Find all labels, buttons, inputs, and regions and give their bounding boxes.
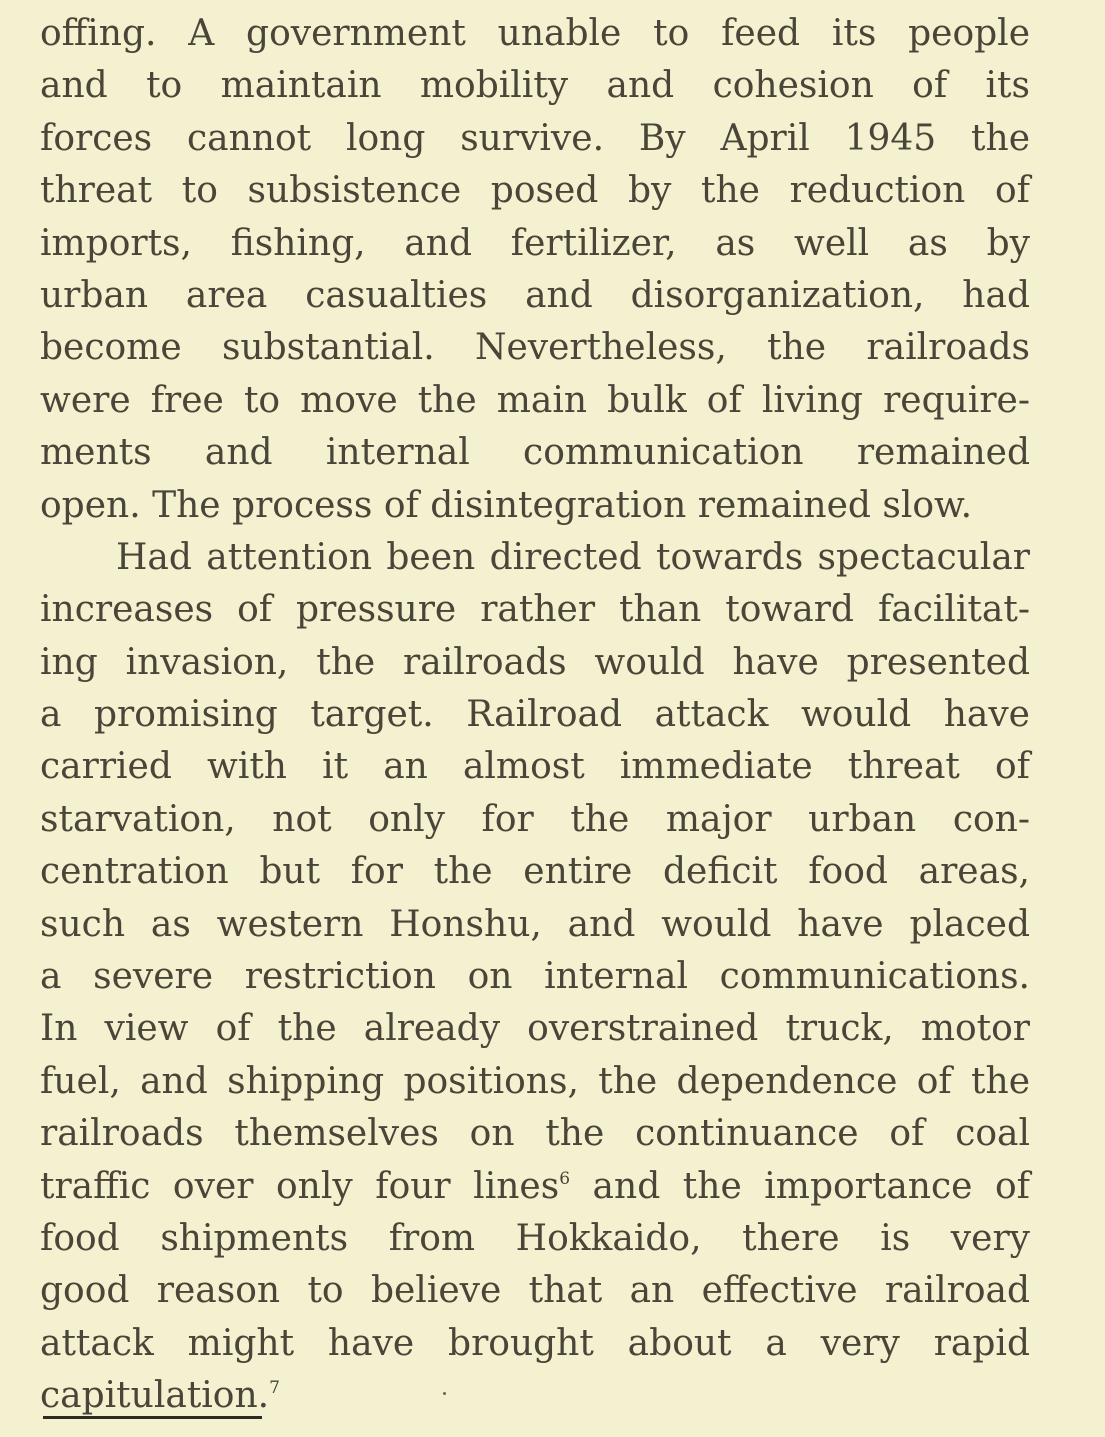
text-line: a promising target. Railroad attack would have: [40, 694, 1030, 736]
text-line-with-footnote: [40, 1370, 1030, 1422]
text-line: were free to move the main bulk of living require-: [40, 379, 1030, 421]
text-segment: and the importance of: [570, 1165, 1030, 1207]
text-line: ing invasion, the railroads would have presented: [40, 641, 1030, 683]
footnote-separator-rule: [43, 1416, 262, 1419]
text-line: attack might have brought about a very rapid: [40, 1322, 1030, 1364]
text-line: become substantial. Nevertheless, the railroads: [40, 327, 1030, 369]
text-segment: traffic over only four lines: [40, 1165, 560, 1207]
paragraph-1: [40, 8, 1030, 532]
text-line: Had attention been directed towards spectacular: [116, 536, 1030, 578]
text-line-with-footnote: [40, 1161, 1030, 1213]
text-line: imports, fishing, and fertilizer, as well as by: [40, 222, 1030, 264]
text-line: carried with it an almost immediate threat of: [40, 746, 1030, 788]
text-line: food shipments from Hokkaido, there is very: [40, 1217, 1030, 1259]
text-segment: capitulation.: [40, 1375, 270, 1417]
text-line: open. The process of disintegration remained slow.: [40, 484, 973, 526]
text-line: and to maintain mobility and cohesion of its: [40, 65, 1030, 107]
body-text: [40, 8, 1030, 1423]
paragraph-2: [40, 532, 1030, 1423]
text-line: centration but for the entire deficit food areas,: [40, 851, 1030, 893]
footnote-marker: 6: [559, 1168, 571, 1189]
text-line: ments and internal communication remained: [40, 432, 1030, 474]
text-line: railroads themselves on the continuance of coal: [40, 1113, 1030, 1155]
text-line: good reason to believe that an effective railroad: [40, 1270, 1030, 1312]
text-line: such as western Honshu, and would have placed: [40, 903, 1030, 945]
text-line: a severe restriction on internal communications.: [40, 956, 1030, 998]
text-line: threat to subsistence posed by the reduction of: [40, 170, 1030, 212]
text-line: increases of pressure rather than toward facilitat-: [40, 589, 1030, 631]
text-line: urban area casualties and disorganization, had: [40, 274, 1030, 316]
footnote-marker: 7: [269, 1378, 280, 1399]
text-line: forces cannot long survive. By April 1945 the: [40, 117, 1030, 159]
text-line: fuel, and shipping positions, the dependence of the: [40, 1060, 1030, 1102]
text-line: In view of the already overstrained truck, motor: [40, 1008, 1030, 1050]
scan-speck: [443, 1392, 446, 1395]
text-line: offing. A government unable to feed its people: [40, 13, 1030, 54]
text-line: starvation, not only for the major urban con-: [40, 798, 1030, 840]
